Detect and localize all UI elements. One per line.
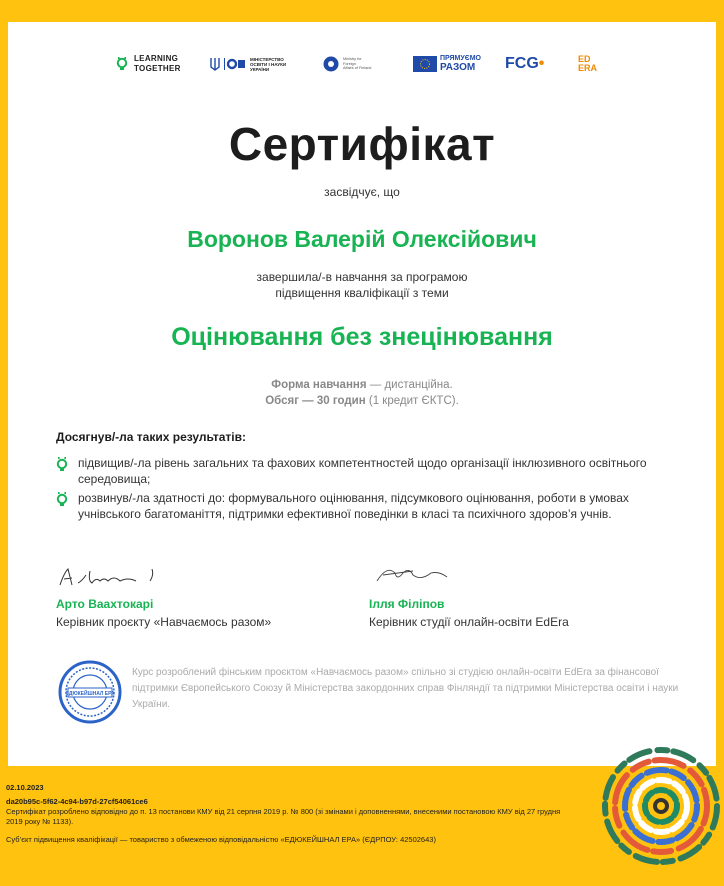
partner-logos (8, 44, 716, 88)
eu-logo (413, 44, 481, 84)
logo-text-line: TOGETHER (134, 64, 181, 73)
volume-label: Обсяг — 30 годин (265, 395, 366, 407)
completion-line: підвищення кваліфікації з теми (275, 286, 449, 300)
signer-role: Керівник проєкту «Навчаємось разом» (56, 615, 272, 629)
issue-date: 02.10.2023 (6, 783, 44, 792)
logo-text-line: Ministry for Foreign (343, 57, 362, 66)
learning-together-logo (116, 44, 181, 84)
signer-role: Керівник студії онлайн-освіти EdEra (369, 615, 569, 629)
completion-text (8, 269, 716, 301)
logo-text-line: ОСВІТИ І НАУКИ (250, 61, 287, 67)
decorative-swirl-icon (600, 745, 722, 867)
logo-text-line: Affairs of Finland (343, 66, 372, 71)
certificate-card (8, 22, 716, 766)
provider-entity: Суб’єкт підвищення кваліфікації — товариство з обмеженою відповідальністю «ЕДЮКЕЙШНАЛ ЕРА» (ЄДРПОУ: 42502643) (6, 835, 436, 844)
result-text: підвищив/-ла рівень загальних та фахових компетентностей щодо організації інклюзивного освітнього середовища; (78, 456, 647, 486)
certificate-title: Сертифікат (228, 118, 496, 170)
logo-text-line: LEARNING (134, 54, 179, 63)
course-topic: Оцінювання без знецінювання (171, 323, 553, 351)
volume-value: (1 кредит ЄКТС). (365, 395, 459, 407)
fcg-logo-text: FCG (505, 55, 539, 72)
fcg-logo (505, 44, 544, 84)
logo-text-line: ПРЯМУЄМО (440, 55, 481, 62)
course-note: Курс розроблений фінським проєктом «Навчаємось разом» спільно зі студією онлайн-освіти EdEra за фінансової підтримки Європейського Союзу й Міністерства закордонних справ Фінляндії та підтримки Міністерства освіти і науки України. (132, 667, 679, 710)
completion-line: завершила/-в навчання за програмою (256, 270, 468, 284)
fcg-dot-icon: • (538, 55, 545, 72)
signature-2-icon (373, 563, 453, 587)
logo-text-line: УКРАЇНИ (250, 66, 270, 72)
mfa-emblem-icon (323, 56, 339, 72)
result-item (56, 490, 676, 522)
result-item (56, 455, 676, 487)
logo-text-line: ERA (578, 63, 598, 73)
recipient-name: Воронов Валерій Олексійович (187, 226, 537, 252)
eu-flag-icon (413, 56, 437, 72)
certifies-text: засвідчує, що (324, 185, 400, 199)
lightbulb-icon (116, 57, 128, 71)
signer-name: Арто Ваахтокарі (56, 597, 154, 611)
course-format (8, 377, 716, 409)
certificate-footer (6, 783, 566, 845)
mon-mark-icon (224, 58, 246, 70)
signature-1-icon (56, 565, 166, 589)
signer-name: Ілля Філіпов (369, 597, 445, 611)
logo-text-line: РАЗОМ (440, 62, 476, 73)
logo-text-line: МІНІСТЕРСТВО (250, 56, 284, 62)
lightbulb-icon (56, 490, 68, 507)
certificate-id: da20b95c-5f62-4c94-b97d-27cf54061ce6 (6, 797, 148, 806)
edera-logo (578, 44, 597, 84)
form-value: — дистанційна. (366, 379, 453, 391)
result-text: розвинув/-ла здатності до: формувального оцінювання, підсумкового оцінювання, роботи в умовах учнівського багатоманіття, підтримки ефективної поведінки в класі та психічного здоров’я учнів. (78, 491, 629, 521)
mfa-finland-logo (323, 44, 373, 84)
form-label: Форма навчання (271, 379, 367, 391)
lightbulb-icon (56, 455, 68, 472)
stamp-text: ЄДЮКЕЙШНАЛ ЕРА (65, 691, 115, 697)
trident-icon (210, 57, 220, 71)
official-stamp-icon (58, 660, 122, 724)
legal-basis: Сертифікат розроблено відповідно до п. 13 постанови КМУ від 21 серпня 2019 р. № 800 (зі змінами і доповненнями, внесеними постановою КМУ від 27 грудня 2019 року № 1133). (6, 807, 561, 826)
logo-text-line: ED (578, 54, 591, 64)
results-heading: Досягнув/-ла таких результатів: (56, 430, 247, 444)
ministry-logo (210, 44, 290, 84)
